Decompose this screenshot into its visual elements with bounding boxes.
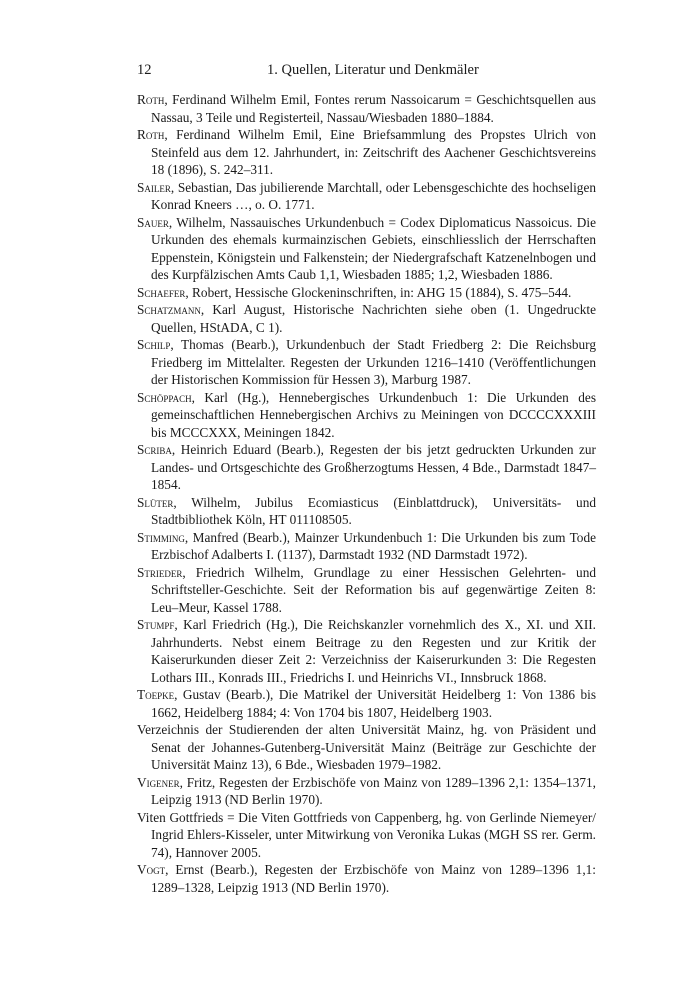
entry-text: , Ferdinand Wilhelm Emil, Fontes rerum Nassoicarum = Geschichtsquellen aus Nassau, 3 Teile und Registerteil, Nassau/Wiesbaden 1880–1884. [151,92,596,125]
bibliography-entry [137,284,596,302]
entry-text: , Karl Friedrich (Hg.), Die Reichskanzler vornehmlich des X., XI. und XII. Jahrhunderts. Nebst einem Beitrage zu den Regesten und zur Kritik der Kaiserurkunden dieser Zeit 2: Verzeichniss der Kaiserurkunden 3: Die Regesten Lothars III., Konrads III., Friedrichs I. und Heinrichs VI., Innsbruck 1868. [151,617,596,685]
author-name: Strieder [137,564,183,580]
bibliography-entry [137,126,596,179]
entry-text: , Robert, Hessische Glockeninschriften, in: AHG 15 (1884), S. 475–544. [185,284,572,300]
author-name: Toepke [137,687,175,702]
entry-text: Verzeichnis der Studierenden der alten Universität Mainz, hg. von Präsident und Senat der Johannes-Gutenberg-Universität Mainz (Beiträge zur Geschichte der Universität Mainz 13), 6 Bde., Wiesbaden 1979–1982. [137,722,596,772]
bibliography-entry [137,494,596,529]
bibliography-entry [137,214,596,284]
bibliography-entry [137,301,596,336]
author-name: Roth [137,92,165,107]
page-number: 12 [137,62,152,78]
entry-text: , Karl (Hg.), Hennebergisches Urkundenbuch 1: Die Urkunden des gemeinschaftlichen Hennebergischen Archivs zu Meiningen von DCCCCXXXIII bis MCCCXXX, Meiningen 1842. [151,389,596,440]
bibliography-entry [137,389,596,442]
entry-text: , Ferdinand Wilhelm Emil, Eine Briefsammlung des Propstes Ulrich von Steinfeld aus dem 12. Jahrhundert, in: Zeitschrift des Aachener Geschichtsvereins 18 (1896), S. 242–311. [151,127,596,177]
entry-text: , Wilhelm, Nassauisches Urkundenbuch = Codex Diplomaticus Nassoicus. Die Urkunden des ehemals kurmainzischen Gebiets, einschliesslich der Herrschaften Eppenstein, Königstein und Falkenstein; der Niedergrafschaft Katzenelnbogen und des Kurpfälzischen Amts Caub 1,1, Wiesbaden 1885; 1,2, Wiesbaden 1886. [151,214,596,282]
author-name: Slüter [137,494,174,510]
author-name: Sailer [137,179,171,195]
bibliography-entry [137,861,596,896]
bibliography-entry [137,336,596,389]
author-name: Schatzmann [137,302,201,317]
author-name: Vogt [137,862,166,877]
entry-text: , Heinrich Eduard (Bearb.), Regesten der bis jetzt gedruckten Urkunden zur Landes- und Ortsgeschichte des Großherzogtums Hessen, 4 Bde., Darmstadt 1847–1854. [151,442,596,492]
running-title: 1. Quellen, Literatur und Denkmäler [267,62,479,78]
entry-text: , Fritz, Regesten der Erzbischöfe von Mainz von 1289–1396 2,1: 1354–1371, Leipzig 1913 (ND Berlin 1970). [151,774,596,807]
entry-text: , Friedrich Wilhelm, Grundlage zu einer Hessischen Gelehrten- und Schriftsteller-Geschichte. Seit der Reformation bis auf gegenwärtige Zeiten 8: Leu–Meur, Kassel 1788. [151,564,596,615]
bibliography-entry [137,179,596,214]
entry-text: , Wilhelm, Jubilus Ecomiasticus (Einblattdruck), Universitäts- und Stadtbibliothek Köln, HT 011108505. [151,494,596,527]
author-name: Schilp [137,337,171,352]
bibliography-entry [137,686,596,721]
entry-text: , Gustav (Bearb.), Die Matrikel der Universität Heidelberg 1: Von 1386 bis 1662, Heidelberg 1884; 4: Von 1704 bis 1807, Heidelberg 1903. [151,687,596,720]
bibliography-entry [137,91,596,126]
author-name: Scriba [137,442,172,457]
entry-text: , Ernst (Bearb.), Regesten der Erzbischöfe von Mainz von 1289–1396 1,1: 1289–1328, Leipzig 1913 (ND Berlin 1970). [151,862,596,895]
entry-text: Viten Gottfrieds = Die Viten Gottfrieds von Cappenberg, hg. von Gerlinde Niemeyer/ Ingrid Ehlers-Kisseler, unter Mitwirkung von Veronika Lukas (MGH SS rer. Germ. 74), Hannover 2005. [137,809,596,860]
bibliography-entry [137,774,596,809]
author-name: Vigener [137,774,180,790]
author-name: Schaefer [137,284,186,300]
entry-text: , Manfred (Bearb.), Mainzer Urkundenbuch 1: Die Urkunden bis zum Tode Erzbischof Adalberts I. (1137), Darmstadt 1932 (ND Darmstadt 1972). [151,529,596,562]
bibliography-entry [137,441,596,494]
entry-text: , Karl August, Historische Nachrichten siehe oben (1. Ungedruckte Quellen, HStADA, C 1). [151,302,596,335]
bibliography-entry [137,564,596,617]
entry-text: , Sebastian, Das jubilierende Marchtall, oder Lebensgeschichte des hochseligen Konrad Kneers …, o. O. 1771. [151,179,596,212]
bibliography-list [137,91,596,896]
author-name: Sauer [137,214,169,230]
author-name: Roth [137,127,165,142]
author-name: Stimming [137,529,185,545]
bibliography-entry [137,809,596,862]
bibliography-entry [137,721,596,774]
bibliography-entry [137,529,596,564]
bibliography-entry [137,616,596,686]
author-name: Schöppach [137,389,192,405]
author-name: Stumpf [137,617,175,632]
entry-text: , Thomas (Bearb.), Urkundenbuch der Stadt Friedberg 2: Die Reichsburg Friedberg im Mittelalter. Regesten der Urkunden 1216–1410 (Veröffentlichungen der Historischen Kommission für Hessen 3), Marburg 1987. [151,337,596,387]
